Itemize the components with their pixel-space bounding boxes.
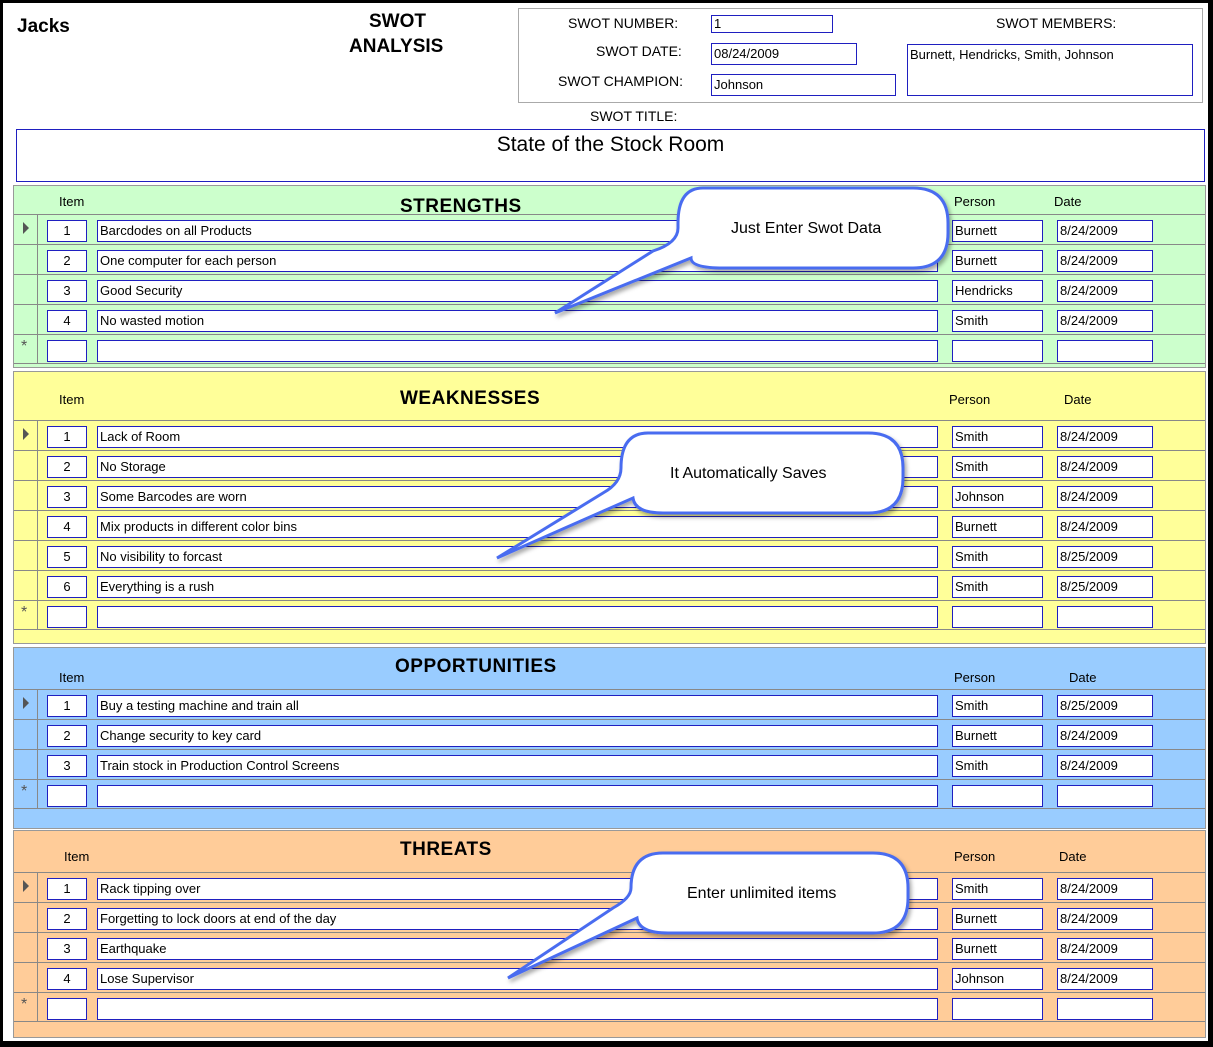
swot-date-label: SWOT DATE: xyxy=(596,43,682,59)
date-field[interactable]: 8/24/2009 xyxy=(1057,908,1153,930)
description-field[interactable]: One computer for each person xyxy=(97,250,938,272)
form-title-line2: ANALYSIS xyxy=(349,36,444,57)
person-field[interactable]: Smith xyxy=(952,695,1043,717)
item-field[interactable]: 4 xyxy=(47,968,87,990)
description-field[interactable]: Earthquake xyxy=(97,938,938,960)
description-field[interactable]: Forgetting to lock doors at end of the day xyxy=(97,908,938,930)
item-field[interactable]: 2 xyxy=(47,908,87,930)
item-field[interactable]: 3 xyxy=(47,486,87,508)
form-title-line1: SWOT xyxy=(369,11,426,32)
item-field[interactable]: 1 xyxy=(47,695,87,717)
item-field[interactable]: 5 xyxy=(47,546,87,568)
date-field[interactable]: 8/24/2009 xyxy=(1057,938,1153,960)
description-field[interactable]: Rack tipping over xyxy=(97,878,938,900)
opportunities-title: OPPORTUNITIES xyxy=(395,656,557,677)
description-field[interactable]: Some Barcodes are worn xyxy=(97,486,938,508)
date-field[interactable]: 8/24/2009 xyxy=(1057,968,1153,990)
swot-champion-field[interactable]: Johnson xyxy=(711,74,896,96)
company-name: Jacks xyxy=(17,16,70,37)
person-field[interactable]: Burnett xyxy=(952,220,1043,242)
person-field[interactable]: Smith xyxy=(952,546,1043,568)
person-field[interactable]: Johnson xyxy=(952,486,1043,508)
date-field[interactable]: 8/24/2009 xyxy=(1057,250,1153,272)
item-column-header: Item xyxy=(59,194,85,209)
description-field[interactable]: Everything is a rush xyxy=(97,576,938,598)
swot-members-label: SWOT MEMBERS: xyxy=(996,15,1117,31)
callout-bubble-3 xyxy=(508,853,908,978)
item-field[interactable]: 1 xyxy=(47,426,87,448)
threats-title: THREATS xyxy=(400,839,492,860)
swot-form xyxy=(3,3,1208,1041)
item-field[interactable]: 6 xyxy=(47,576,87,598)
person-field[interactable]: Johnson xyxy=(952,968,1043,990)
callouts-layer xyxy=(3,3,1208,1041)
person-column-header: Person xyxy=(954,670,996,685)
date-field[interactable]: 8/25/2009 xyxy=(1057,695,1153,717)
person-field[interactable]: Smith xyxy=(952,576,1043,598)
date-column-header: Date xyxy=(1054,194,1082,209)
swot-date-field[interactable]: 08/24/2009 xyxy=(711,43,857,65)
date-field[interactable]: 8/24/2009 xyxy=(1057,878,1153,900)
callout-text-2: It Automatically Saves xyxy=(670,465,827,482)
description-field[interactable]: Lose Supervisor xyxy=(97,968,938,990)
new-record-asterisk-icon: * xyxy=(21,604,28,621)
description-field[interactable]: No visibility to forcast xyxy=(97,546,938,568)
swot-champion-label: SWOT CHAMPION: xyxy=(558,73,683,89)
date-field[interactable]: 8/24/2009 xyxy=(1057,486,1153,508)
date-field[interactable]: 8/24/2009 xyxy=(1057,426,1153,448)
person-field[interactable]: Burnett xyxy=(952,908,1043,930)
person-field[interactable]: Smith xyxy=(952,456,1043,478)
swot-number-label: SWOT NUMBER: xyxy=(568,15,679,31)
item-field[interactable]: 2 xyxy=(47,250,87,272)
callout-text-3: Enter unlimited items xyxy=(687,885,837,902)
date-field[interactable]: 8/24/2009 xyxy=(1057,456,1153,478)
date-field[interactable]: 8/25/2009 xyxy=(1057,546,1153,568)
item-field[interactable]: 2 xyxy=(47,456,87,478)
date-field[interactable]: 8/25/2009 xyxy=(1057,576,1153,598)
item-field[interactable]: 3 xyxy=(47,755,87,777)
person-field[interactable]: Smith xyxy=(952,310,1043,332)
date-field[interactable]: 8/24/2009 xyxy=(1057,220,1153,242)
person-field[interactable]: Smith xyxy=(952,755,1043,777)
callout-bubble-2 xyxy=(497,433,903,558)
swot-title-label: SWOT TITLE: xyxy=(590,108,678,124)
description-field[interactable]: Good Security xyxy=(97,280,938,302)
person-field[interactable]: Burnett xyxy=(952,516,1043,538)
person-field[interactable]: Burnett xyxy=(952,250,1043,272)
person-column-header: Person xyxy=(949,392,991,407)
date-field[interactable]: 8/24/2009 xyxy=(1057,310,1153,332)
new-record-asterisk-icon: * xyxy=(21,783,28,800)
item-field[interactable]: 1 xyxy=(47,220,87,242)
new-record-asterisk-icon: * xyxy=(21,996,28,1013)
item-field[interactable]: 4 xyxy=(47,310,87,332)
date-field[interactable]: 8/24/2009 xyxy=(1057,755,1153,777)
description-field[interactable]: Mix products in different color bins xyxy=(97,516,938,538)
person-field[interactable]: Hendricks xyxy=(952,280,1043,302)
item-field[interactable]: 3 xyxy=(47,938,87,960)
swot-number-field[interactable]: 1 xyxy=(711,15,833,33)
date-field[interactable]: 8/24/2009 xyxy=(1057,725,1153,747)
date-field[interactable]: 8/24/2009 xyxy=(1057,516,1153,538)
item-column-header: Item xyxy=(59,670,85,685)
item-field[interactable]: 4 xyxy=(47,516,87,538)
person-column-header: Person xyxy=(954,849,996,864)
description-field[interactable]: Lack of Room xyxy=(97,426,938,448)
weaknesses-title: WEAKNESSES xyxy=(400,388,541,409)
item-column-header: Item xyxy=(64,849,90,864)
callout-bubble-1 xyxy=(555,188,948,313)
item-column-header: Item xyxy=(59,392,85,407)
date-column-header: Date xyxy=(1059,849,1087,864)
item-field[interactable]: 2 xyxy=(47,725,87,747)
item-field[interactable]: 1 xyxy=(47,878,87,900)
person-field[interactable]: Burnett xyxy=(952,938,1043,960)
person-column-header: Person xyxy=(954,194,996,209)
date-field[interactable]: 8/24/2009 xyxy=(1057,280,1153,302)
item-field[interactable]: 3 xyxy=(47,280,87,302)
description-field[interactable]: Train stock in Production Control Screens xyxy=(97,755,938,777)
swot-title-text: State of the Stock Room xyxy=(496,133,725,156)
date-column-header: Date xyxy=(1069,670,1097,685)
description-field[interactable]: Barcdodes on all Products xyxy=(97,220,938,242)
strengths-title: STRENGTHS xyxy=(400,196,522,217)
description-field[interactable]: Change security to key card xyxy=(97,725,938,747)
callout-text-1: Just Enter Swot Data xyxy=(731,220,882,237)
description-field[interactable]: No wasted motion xyxy=(97,310,938,332)
description-field[interactable]: Buy a testing machine and train all xyxy=(97,695,938,717)
person-field[interactable]: Smith xyxy=(952,426,1043,448)
person-field[interactable]: Burnett xyxy=(952,725,1043,747)
person-field[interactable]: Smith xyxy=(952,878,1043,900)
description-field[interactable]: No Storage xyxy=(97,456,938,478)
date-column-header: Date xyxy=(1064,392,1092,407)
new-record-asterisk-icon: * xyxy=(21,338,28,355)
swot-members-field[interactable]: Burnett, Hendricks, Smith, Johnson xyxy=(907,44,1193,96)
